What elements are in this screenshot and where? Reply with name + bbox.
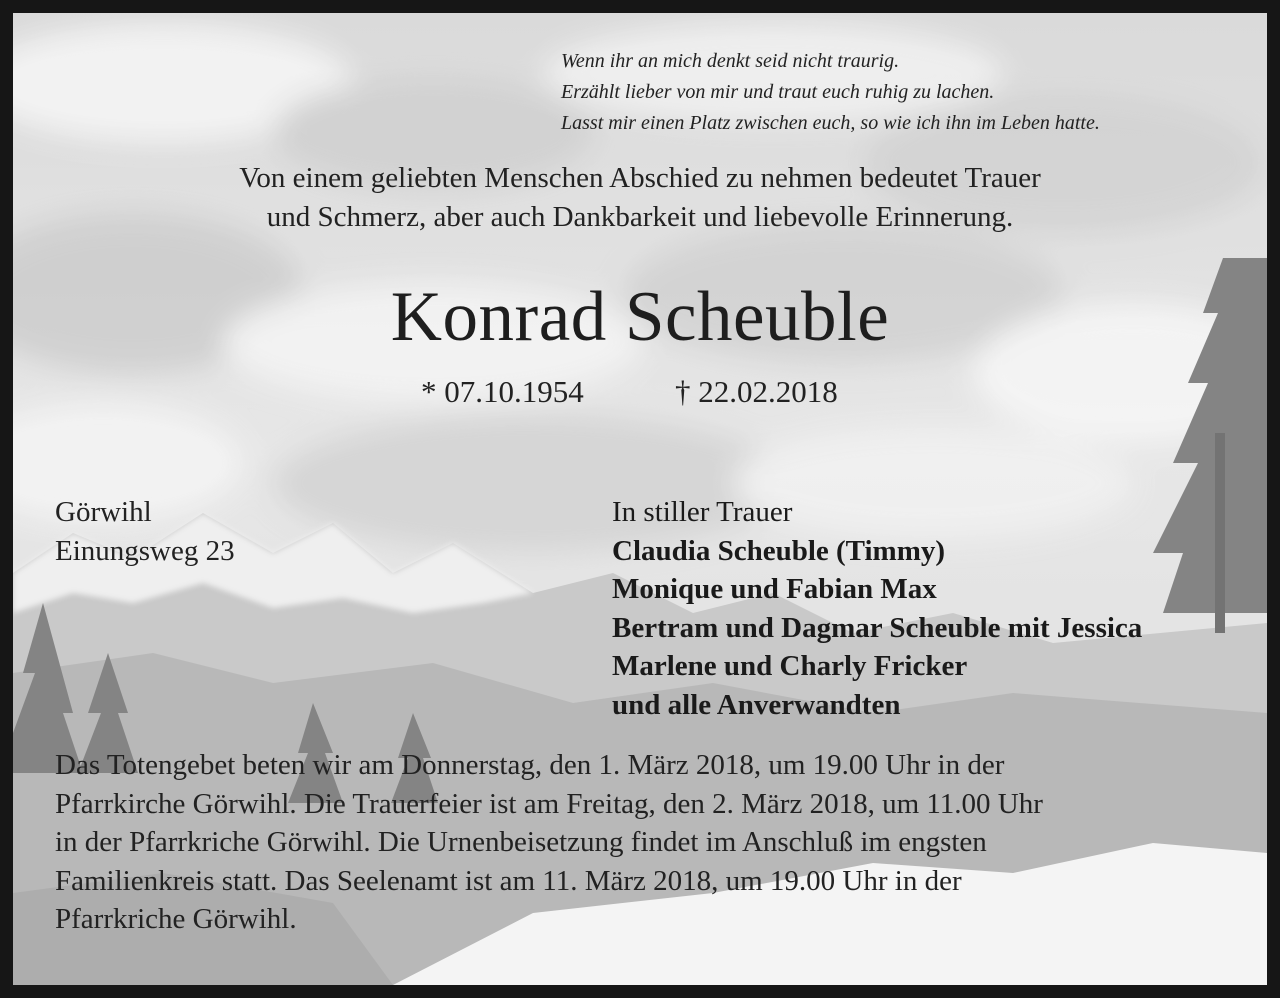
intro-text [13,159,1267,237]
mourning-address [55,493,235,570]
intro-line: Von einem geliebten Menschen Abschied zu nehmen bedeutet Trauer [239,162,1041,194]
notice-line: Pfarrkriche Görwihl. [55,903,297,935]
address-city: Görwihl [55,496,152,528]
memorial-poem [561,46,1100,139]
birth-date: * 07.10.1954 [421,374,584,409]
notice-line: Familienkreis statt. Das Seelenamt ist am 11. März 2018, um 19.00 Uhr in der [55,864,962,897]
address-street: Einungsweg 23 [55,534,235,567]
obituary-content [13,13,1267,985]
poem-line: Wenn ihr an mich denkt seid nicht traurig. [561,50,900,72]
mourner-name: und alle Anverwandten [612,688,901,721]
mourner-name: Marlene und Charly Fricker [612,650,968,682]
mourner-name: Claudia Scheuble (Timmy) [612,534,946,567]
funeral-notice [55,746,1043,939]
notice-line: in der Pfarrkriche Görwihl. Die Urnenbeisetzung findet im Anschluß im engsten [55,826,987,858]
death-date: † 22.02.2018 [675,374,838,409]
mourner-name: Monique und Fabian Max [612,573,937,605]
deceased-name: Konrad Scheuble [390,278,890,356]
mourners-list [612,493,1142,724]
poem-line: Erzählt lieber von mir und traut euch ruhig zu lachen. [561,81,995,103]
intro-line: und Schmerz, aber auch Dankbarkeit und liebevolle Erinnerung. [266,201,1014,233]
notice-line: Pfarrkirche Görwihl. Die Trauerfeier ist am Freitag, den 2. März 2018, um 11.00 Uhr [55,787,1043,820]
poem-line: Lasst mir einen Platz zwischen euch, so wie ich ihn im Leben hatte. [561,112,1100,134]
mourners-heading: In stiller Trauer [612,496,793,528]
mourner-name: Bertram und Dagmar Scheuble mit Jessica [612,611,1143,644]
notice-line: Das Totengebet beten wir am Donnerstag, den 1. März 2018, um 19.00 Uhr in der [55,749,1005,781]
